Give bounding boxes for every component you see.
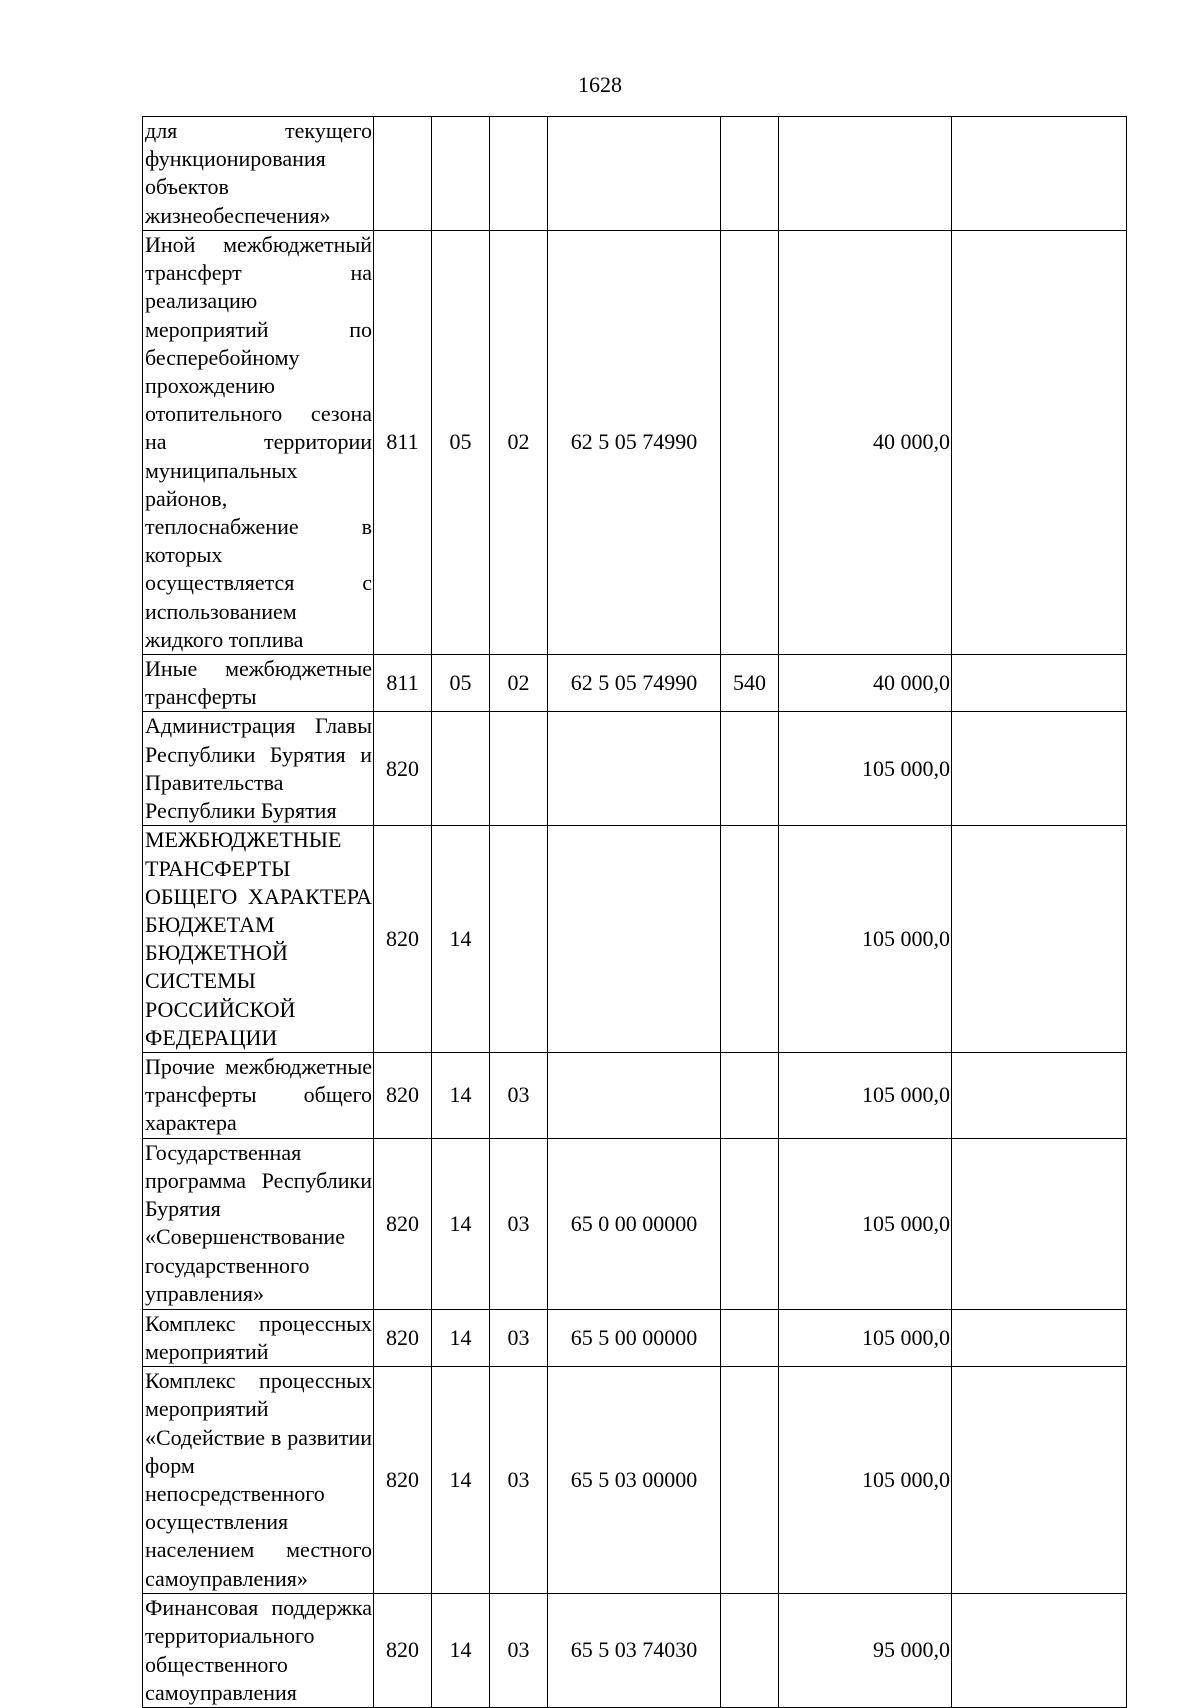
- rz-code: 14: [432, 1138, 490, 1309]
- csr-code: 62 5 05 74990: [548, 655, 721, 712]
- amount: 105 000,0: [779, 1138, 952, 1309]
- table-row: [143, 1594, 1127, 1708]
- table-row: [143, 1138, 1127, 1309]
- gr-code: 811: [374, 655, 432, 712]
- extra-cell: [952, 231, 1127, 655]
- table-row: [143, 1367, 1127, 1594]
- item-name: для текущего функционирования объектов жизнеобеспечения»: [143, 117, 374, 231]
- rz-code: 14: [432, 1053, 490, 1139]
- extra-cell: [952, 712, 1127, 826]
- item-name: Финансовая поддержка территориального общественного самоуправления: [143, 1594, 374, 1708]
- amount: 105 000,0: [779, 1053, 952, 1139]
- csr-code: 65 5 00 00000: [548, 1309, 721, 1366]
- rz-code: 14: [432, 1367, 490, 1594]
- csr-code: 65 5 03 00000: [548, 1367, 721, 1594]
- rz-code: [432, 712, 490, 826]
- vr-code: [721, 1138, 779, 1309]
- pr-code: [490, 117, 548, 231]
- table-row: [143, 712, 1127, 826]
- item-name: Прочие межбюджетные трансферты общего характера: [143, 1053, 374, 1139]
- extra-cell: [952, 826, 1127, 1053]
- item-name: Комплекс процессных мероприятий: [143, 1309, 374, 1366]
- extra-cell: [952, 1053, 1127, 1139]
- page-number: 1628: [578, 72, 622, 97]
- amount: [779, 117, 952, 231]
- vr-code: [721, 1309, 779, 1366]
- extra-cell: [952, 1594, 1127, 1708]
- vr-code: [721, 826, 779, 1053]
- extra-cell: [952, 1138, 1127, 1309]
- rz-code: 14: [432, 1309, 490, 1366]
- gr-code: 820: [374, 826, 432, 1053]
- rz-code: 14: [432, 826, 490, 1053]
- table-row: [143, 1309, 1127, 1366]
- pr-code: [490, 712, 548, 826]
- amount: 105 000,0: [779, 826, 952, 1053]
- table-row: [143, 117, 1127, 231]
- gr-code: 820: [374, 1309, 432, 1366]
- gr-code: 820: [374, 1367, 432, 1594]
- pr-code: 03: [490, 1594, 548, 1708]
- rz-code: [432, 117, 490, 231]
- amount: 105 000,0: [779, 712, 952, 826]
- vr-code: [721, 712, 779, 826]
- pr-code: 03: [490, 1309, 548, 1366]
- budget-table: [142, 116, 1127, 1708]
- pr-code: 02: [490, 231, 548, 655]
- table-row: [143, 826, 1127, 1053]
- csr-code: [548, 826, 721, 1053]
- extra-cell: [952, 1367, 1127, 1594]
- rz-code: 05: [432, 231, 490, 655]
- table-row: [143, 655, 1127, 712]
- gr-code: 820: [374, 712, 432, 826]
- item-name: Иной межбюджетный трансферт на реализацию мероприятий по бесперебойному прохождению отопительного сезона на территории муниципальных районов, теплоснабжение в которых осуществляется с использованием жидкого топлива: [143, 231, 374, 655]
- amount: 40 000,0: [779, 655, 952, 712]
- csr-code: 65 5 03 74030: [548, 1594, 721, 1708]
- vr-code: 540: [721, 655, 779, 712]
- vr-code: [721, 1594, 779, 1708]
- item-name: Иные межбюджетные трансферты: [143, 655, 374, 712]
- amount: 40 000,0: [779, 231, 952, 655]
- table-row: [143, 231, 1127, 655]
- csr-code: 65 0 00 00000: [548, 1138, 721, 1309]
- pr-code: 03: [490, 1053, 548, 1139]
- rz-code: 05: [432, 655, 490, 712]
- gr-code: 820: [374, 1594, 432, 1708]
- item-name: МЕЖБЮДЖЕТНЫЕ ТРАНСФЕРТЫ ОБЩЕГО ХАРАКТЕРА БЮДЖЕТАМ БЮДЖЕТНОЙ СИСТЕМЫ РОССИЙСКОЙ ФЕДЕРАЦИИ: [143, 826, 374, 1053]
- amount: 105 000,0: [779, 1367, 952, 1594]
- extra-cell: [952, 1309, 1127, 1366]
- pr-code: 03: [490, 1138, 548, 1309]
- table-row: [143, 1053, 1127, 1139]
- gr-code: 820: [374, 1138, 432, 1309]
- pr-code: 02: [490, 655, 548, 712]
- rz-code: 14: [432, 1594, 490, 1708]
- amount: 105 000,0: [779, 1309, 952, 1366]
- gr-code: 811: [374, 231, 432, 655]
- pr-code: 03: [490, 1367, 548, 1594]
- csr-code: [548, 712, 721, 826]
- extra-cell: [952, 655, 1127, 712]
- csr-code: 62 5 05 74990: [548, 231, 721, 655]
- vr-code: [721, 1053, 779, 1139]
- item-name: Администрация Главы Республики Бурятия и Правительства Республики Бурятия: [143, 712, 374, 826]
- item-name: Комплекс процессных мероприятий «Содействие в развитии форм непосредственного осуществления населением местного самоуправления»: [143, 1367, 374, 1594]
- vr-code: [721, 117, 779, 231]
- amount: 95 000,0: [779, 1594, 952, 1708]
- item-name: Государственная программа Республики Бурятия «Совершенствование государственного управления»: [143, 1138, 374, 1309]
- pr-code: [490, 826, 548, 1053]
- vr-code: [721, 231, 779, 655]
- extra-cell: [952, 117, 1127, 231]
- vr-code: [721, 1367, 779, 1594]
- csr-code: [548, 1053, 721, 1139]
- csr-code: [548, 117, 721, 231]
- gr-code: [374, 117, 432, 231]
- gr-code: 820: [374, 1053, 432, 1139]
